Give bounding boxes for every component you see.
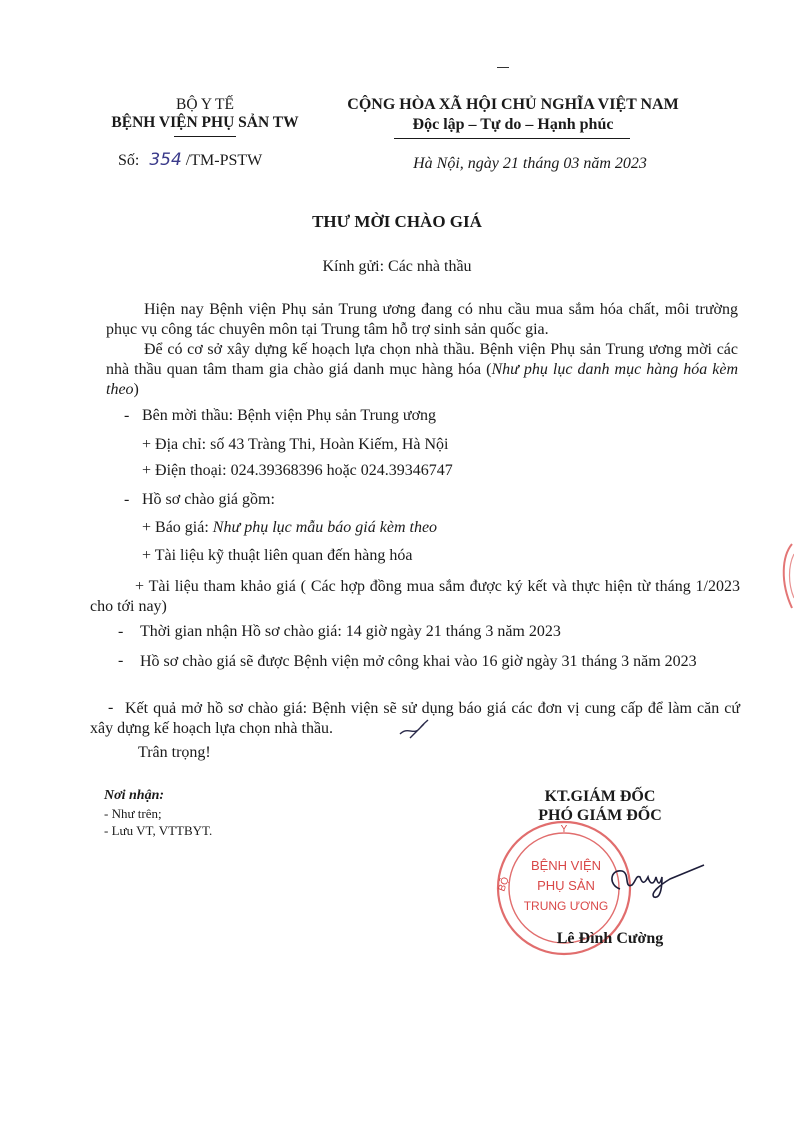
quote-appendix-ref: Như phụ lục mẫu báo giá kèm theo (212, 519, 438, 536)
motto-underline (394, 138, 630, 139)
receive-time: Thời gian nhận Hồ sơ chào giá: 14 giờ ngày 21 tháng 3 năm 2023 (140, 623, 561, 640)
stamp-line-2: PHỤ SẢN (537, 878, 595, 893)
scan-mark (497, 67, 509, 68)
stamp-top-letter: Y (560, 824, 568, 835)
hospital-underline (174, 136, 236, 137)
bullet-dash: - (108, 699, 114, 716)
ministry-name: BỘ Y TẾ (176, 96, 234, 113)
tech-docs-item: + Tài liệu kỹ thuật liên quan đến hàng hóa (142, 547, 413, 564)
number-handwritten: 354 (149, 150, 182, 170)
open-time: Hồ sơ chào giá sẽ được Bệnh viện mở công khai vào 16 giờ ngày 31 tháng 3 năm 2023 (140, 653, 697, 670)
initials-scribble (398, 718, 432, 740)
reference-docs-item: + Tài liệu tham khảo giá ( Các hợp đồng mua sắm được ký kết và thực hiện từ tháng 1/2023 cho tới nay) (90, 578, 740, 615)
quote-prefix: + Báo giá: (142, 519, 213, 536)
dossier-heading: Hồ sơ chào giá gồm: (142, 491, 275, 508)
stamp-line-3: TRUNG ƯƠNG (523, 899, 609, 913)
recipients-label: Nơi nhận: (104, 788, 165, 803)
signature-title-2: PHÓ GIÁM ĐỐC (538, 807, 662, 824)
number-prefix: Số: (118, 152, 140, 169)
signature-title-1: KT.GIÁM ĐỐC (544, 788, 656, 805)
signer-name: Lê Đình Cường (556, 930, 664, 947)
address: + Địa chỉ: số 43 Tràng Thi, Hoàn Kiếm, Hà Nội (142, 436, 449, 453)
document-number (118, 150, 262, 170)
quote-item (142, 519, 437, 537)
bullet-dash: - (124, 491, 130, 508)
bullet-dash: - (124, 407, 130, 424)
phone: + Điện thoại: 024.39368396 hoặc 024.39346747 (142, 462, 453, 479)
invitation-close-paren: ) (133, 381, 139, 398)
recipient-1: - Như trên; (104, 806, 162, 821)
closing: Trân trọng! (138, 744, 211, 761)
inviter: Bên mời thầu: Bệnh viện Phụ sản Trung ương (142, 407, 437, 424)
salutation: Kính gửi: Các nhà thầu (322, 258, 472, 275)
recipient-2: - Lưu VT, VTTBYT. (104, 823, 213, 838)
edge-stamp-fragment (774, 542, 794, 612)
stamp-line-1: BỆNH VIỆN (530, 858, 602, 873)
number-suffix: /TM-PSTW (185, 152, 263, 169)
signature-scribble (600, 855, 710, 910)
invitation-appendix-ref: Như phụ lục danh mục hàng hóa kèm theo (106, 361, 738, 398)
invitation-paragraph (106, 340, 738, 400)
hospital-name: BỆNH VIỆN PHỤ SẢN TW (111, 114, 299, 131)
document-title: THƯ MỜI CHÀO GIÁ (312, 212, 482, 231)
national-motto: Độc lập – Tự do – Hạnh phúc (412, 116, 614, 133)
country-name: CỘNG HÒA XÃ HỘI CHỦ NGHĨA VIỆT NAM (347, 96, 679, 113)
result-paragraph: Kết quả mở hồ sơ chào giá: Bệnh viện sẽ sử dụng báo giá các đơn vị cung cấp để làm căn cứ xây dựng kế hoạch lựa chọn nhà thầu. (90, 700, 740, 737)
bullet-dash: - (118, 652, 124, 669)
bullet-dash: - (118, 623, 124, 640)
intro-paragraph: Hiện nay Bệnh viện Phụ sản Trung ương đang có nhu cầu mua sắm hóa chất, môi trường phục vụ công tác chuyên môn tại Trung tâm hỗ trợ sinh sản quốc gia. (106, 301, 738, 338)
stamp-side-letters: BỘ (496, 875, 512, 894)
invitation-text: Để có cơ sở xây dựng kế hoạch lựa chọn nhà thầu. Bệnh viện Phụ sản Trung ương mời các nhà thầu quan tâm tham gia chào giá danh mục hàng hóa ( (106, 341, 738, 378)
place-date: Hà Nội, ngày 21 tháng 03 năm 2023 (413, 155, 647, 172)
